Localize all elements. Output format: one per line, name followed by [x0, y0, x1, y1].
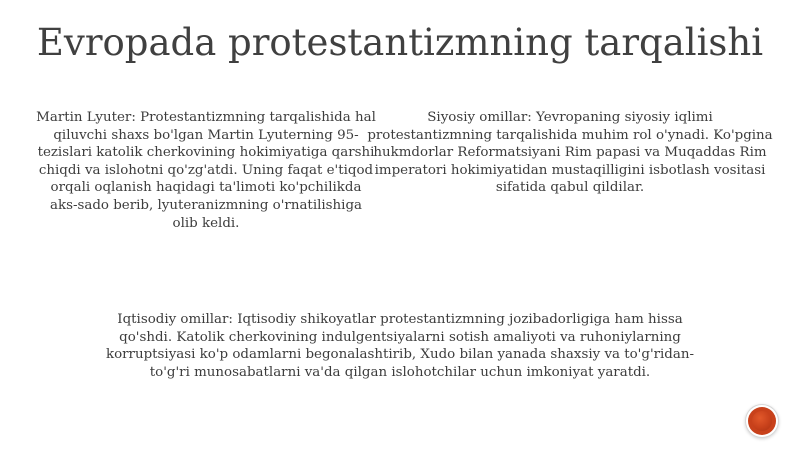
text-block-economic-factors: Iqtisodiy omillar: Iqtisodiy shikoyatlar protestantizmning jozibadorligiga ham hissa qo'shdi. Katolik cherkovining indulgentsiyalarni sotish amaliyoti va ruhoniylarning korruptsiyasi ko'p odamlarni begonalashtirib, Xudo bilan yanada shaxsiy va to'g'ridan-to'g'ri munosabatlarni va'da qilgan islohotchilar uchun imkoniyat yaratdi. [105, 312, 695, 380]
text-block-political-factors: Siyosiy omillar: Yevropaning siyosiy iqlimi protestantizmning tarqalishida muhim rol o'ynadi. Ko'pgina hukmdorlar Reformatsiyani Rim papasi va Muqaddas Rim imperatori hokimiyatidan mustaqilligini isbotlash vositasi sifatida qabul qildilar. [367, 110, 773, 196]
slide-title: Evropada protestantizmning tarqalishi [36, 21, 764, 64]
next-slide-button[interactable] [748, 407, 776, 435]
text-block-martin-luther: Martin Lyuter: Protestantizmning tarqalishida hal qiluvchi shaxs bo'lgan Martin Lyuterning 95-tezislari katolik cherkovining hokimiyatiga qarshi chiqdi va islohotni qo'zg'atdi. Uning faqat e'tiqod orqali oqlanish haqidagi ta'limoti ko'pchilikda aks-sado berib, lyuteranizmning o'rnatilishiga olib keldi. [36, 110, 376, 231]
circle-button-icon [752, 411, 772, 431]
